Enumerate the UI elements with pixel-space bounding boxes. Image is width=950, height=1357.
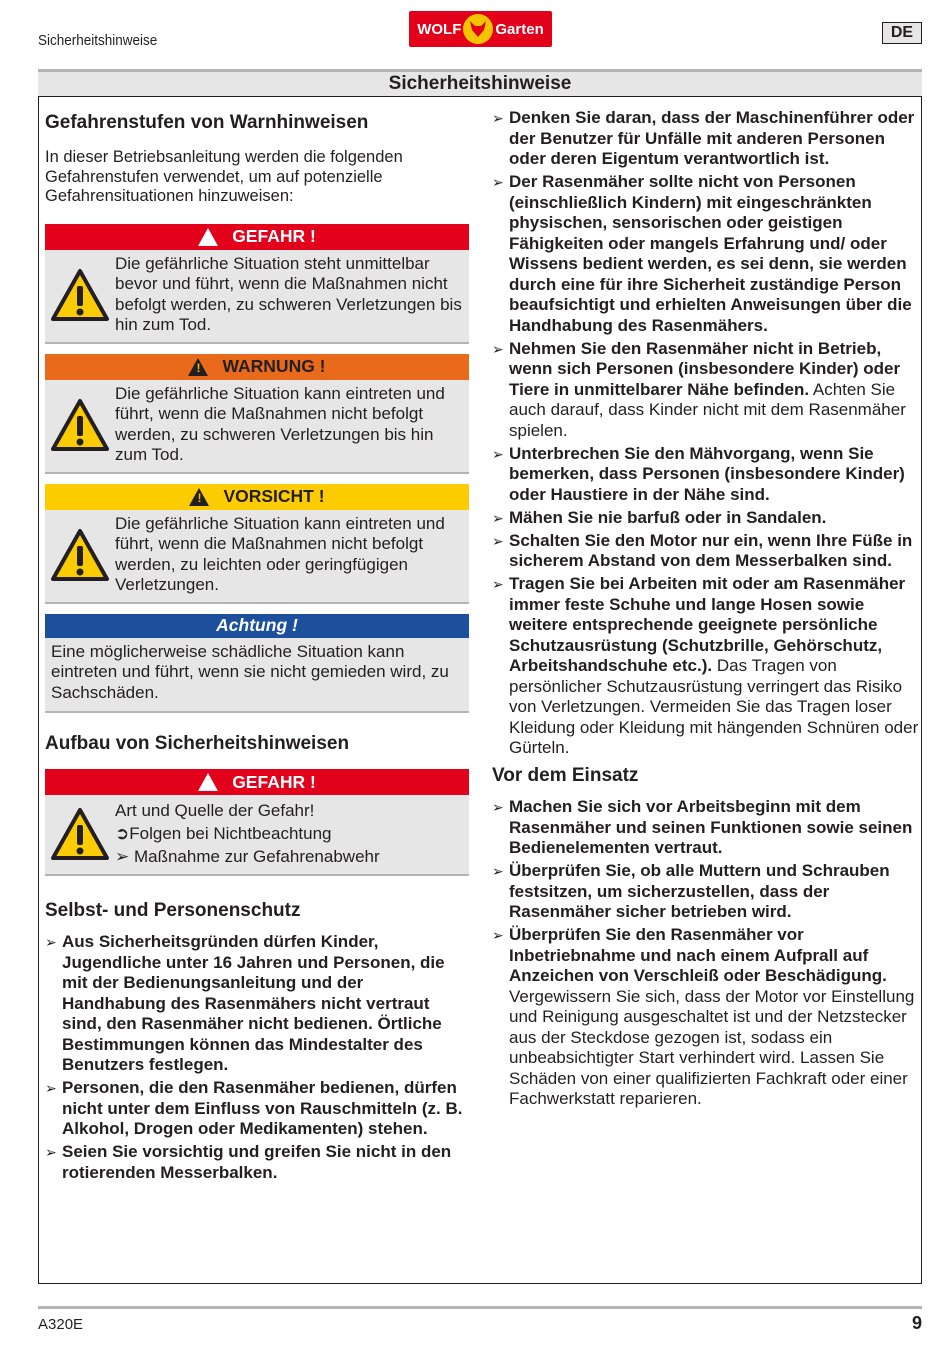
before-use-list (492, 797, 920, 1110)
left-column (45, 108, 469, 1186)
list-item: ➢ Seien Sie vorsichtig und greifen Sie nicht in den rotierenden Messerbalken. (45, 1142, 469, 1183)
structure-measure: ➢ Maßnahme zur Gefahrenabwehr (115, 847, 380, 866)
right-column (492, 108, 920, 1112)
danger-text: Die gefährliche Situation steht unmittelbar bevor und führt, wenn die Maßnahmen nicht befolgt werden, zu schweren Verletzungen bis hin zum Tod. (115, 253, 462, 334)
structure-danger-banner (45, 769, 469, 795)
warning-text: Die gefährliche Situation kann eintreten und führt, wenn die Maßnahmen nicht befolgt werden, zu schweren Verletzungen bis hin zum Tod. (115, 383, 445, 464)
fox-icon (463, 14, 493, 44)
caution-text: Die gefährliche Situation kann eintreten und führt, wenn die Maßnahmen nicht befolgt werden, zu leichten oder geringfügigen Verletzungen. (115, 513, 445, 594)
hazard-warning-icon (45, 514, 115, 596)
heading-before-use: Vor dem Einsatz (492, 765, 639, 786)
heading-structure: Aufbau von Sicherheitshinweisen (45, 733, 350, 754)
warning-triangle-icon (198, 773, 218, 791)
hazard-warning-icon (45, 800, 115, 868)
list-item: ➢ Schalten Sie den Motor nur ein, wenn Ihre Füße in sicherem Abstand von dem Messerbalken sind. (492, 531, 920, 572)
heading-hazard-levels: Gefahrenstufen von Warnhinweisen (45, 112, 369, 133)
warning-banner (45, 354, 469, 380)
list-item: ➢ Aus Sicherheitsgründen dürfen Kinder, Jugendliche unter 16 Jahren und Personen, die mit der Bedienungsanleitung und der Handhabung des Rasenmähers nicht vertraut sind, den Rasenmäher nicht bedienen. Örtliche Bestimmungen können das Mindestalter des Benutzers festlegen. (45, 932, 469, 1076)
structure-panel (45, 795, 469, 876)
page-title: Sicherheitshinweise (38, 69, 922, 96)
warning-triangle-icon (198, 228, 218, 246)
list-item: ➢ Personen, die den Rasenmäher bedienen, dürfen nicht unter dem Einfluss von Rauschmitteln (z. B. Alkohol, Drogen oder Medikamenten) stehen. (45, 1078, 469, 1140)
warning-panel (45, 380, 469, 474)
notice-label: Achtung ! (216, 615, 298, 635)
structure-source: Art und Quelle der Gefahr! (115, 801, 315, 820)
intro-paragraph: In dieser Betriebsanleitung werden die folgenden Gefahrenstufen verwendet, um auf potenzielle Gefahrensituationen hinzuweisen: (45, 148, 403, 205)
notice-banner (45, 614, 469, 638)
model-number: A320E (38, 1316, 84, 1333)
list-item: ➢ Überprüfen Sie, ob alle Muttern und Schrauben festsitzen, um sicherzustellen, dass der Rasenmäher sicher betrieben wird. (492, 861, 920, 923)
list-item: ➢ Tragen Sie bei Arbeiten mit oder am Rasenmäher immer feste Schuhe und lange Hosen sowie weitere entsprechende geeignete persönliche Schutzausrüstung (Schutzbrille, Gehörschutz, Arbeitshandschuhe etc.). Das Tragen von persönlicher Schutzausrüstung verringert das Risiko von Verletzungen. Vermeiden Sie das Tragen loser Kleidung oder Kleidung mit hängenden Schnüren oder Gürteln. (492, 574, 920, 759)
danger-banner (45, 224, 469, 250)
structure-consequence: ➲Folgen bei Nichtbeachtung (115, 824, 332, 843)
wolf-garten-logo (409, 11, 552, 47)
footer-divider (38, 1306, 922, 1309)
structure-text (115, 800, 465, 868)
notice-panel: Eine möglicherweise schädliche Situation kann eintreten und führt, wenn sie nicht gemieden wird, zu Sachschäden. (45, 638, 469, 714)
list-item: ➢ Machen Sie sich vor Arbeitsbeginn mit dem Rasenmäher und seinen Funktionen sowie seinen Bedienelementen vertraut. (492, 797, 920, 859)
caution-banner (45, 484, 469, 510)
responsibility-list (492, 108, 920, 759)
logo-text-right: Garten (495, 20, 544, 38)
page-number: 9 (911, 1313, 922, 1333)
warning-triangle-icon (189, 488, 209, 506)
list-item: ➢ Der Rasenmäher sollte nicht von Personen (einschließlich Kindern) mit eingeschränkten physischen, sensorischen oder geistigen Fähigkeiten oder mangels Erfahrung und/ oder Wissens bedient werden, es sei denn, sie werden durch eine für ihre Sicherheit zuständige Person beaufsichtigt und erhielten Anweisungen über die Handhabung des Rasenmähers. (492, 172, 920, 336)
list-item: ➢ Unterbrechen Sie den Mähvorgang, wenn Sie bemerken, dass Personen (insbesondere Kinder) oder Haustiere in der Nähe sind. (492, 444, 920, 506)
danger-label: GEFAHR ! (232, 226, 316, 246)
list-item: ➢ Nehmen Sie den Rasenmäher nicht in Betrieb, wenn sich Personen (insbesondere Kinder) oder Tiere in unmittelbarer Nähe befinden. Achten Sie auch darauf, dass Kinder nicht mit dem Rasenmäher spielen. (492, 339, 920, 442)
section-label: Sicherheitshinweise (38, 32, 158, 49)
logo-text-left: WOLF (417, 20, 462, 38)
list-item: ➢ Mähen Sie nie barfuß oder in Sandalen. (492, 508, 920, 529)
warning-label: WARNUNG ! (222, 356, 326, 376)
structure-danger-label: GEFAHR ! (232, 771, 316, 792)
danger-panel (45, 250, 469, 344)
hazard-warning-icon (45, 254, 115, 336)
list-item: ➢ Überprüfen Sie den Rasenmäher vor Inbetriebnahme und nach einem Aufprall auf Anzeichen von Verschleiß oder Beschädigung. Vergewissern Sie sich, dass der Motor vor Einstellung und Reinigung ausgeschaltet ist und der Netzstecker aus der Steckdose gezogen ist, sodass ein unbeabsichtigter Start verhindert wird. Lassen Sie Schäden von einer qualifizierten Fachkraft oder einer Fachwerkstatt reparieren. (492, 925, 920, 1110)
heading-personal-protection: Selbst- und Personenschutz (45, 900, 301, 921)
hazard-warning-icon (45, 384, 115, 466)
personal-protection-list (45, 932, 469, 1183)
language-badge: DE (882, 22, 922, 44)
caution-panel (45, 510, 469, 604)
caution-label: VORSICHT ! (223, 486, 325, 506)
warning-triangle-icon (188, 358, 208, 376)
list-item: ➢ Denken Sie daran, dass der Maschinenführer oder der Benutzer für Unfälle mit anderen Personen oder deren Eigentum verantwortlich ist. (492, 108, 920, 170)
